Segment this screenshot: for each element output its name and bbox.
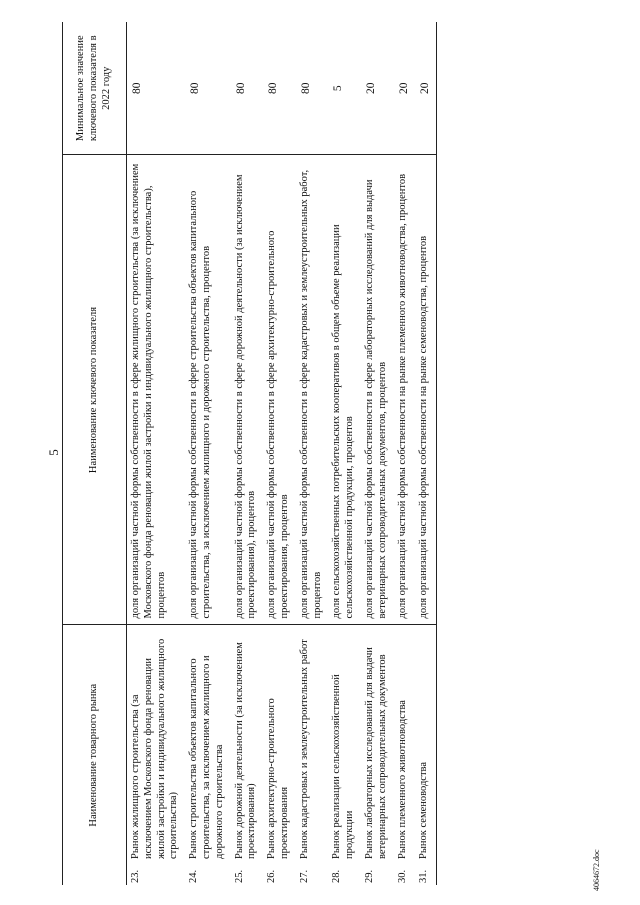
row-indicator-name: доля организаций частной формы собственности на рынке племенного животноводства, процентов — [394, 155, 415, 625]
row-indicator-name: доля организаций частной формы собственности в сфере лабораторных исследований для выдачи ветеринарных сопроводительных документов, процентов — [361, 155, 394, 625]
row-number: 28. — [331, 869, 343, 883]
key-indicators-table — [62, 22, 437, 885]
row-market-name: Рынок архитектурно-строительного проектирования — [263, 625, 296, 865]
document-reference: 4064672.doc — [592, 849, 601, 891]
header-market-name: Наименование товарного рынка — [63, 625, 127, 885]
table-row — [231, 22, 264, 885]
row-number: 29. — [363, 869, 375, 883]
row-market-name: Рынок лабораторных исследований для выдачи ветеринарных сопроводительных документов — [361, 625, 394, 865]
row-indicator-name: доля организаций частной формы собственности в сфере жилищного строительства (за исключением Московского фонда реновации жилой застройки и индивидуального жилищного строительства), процентов — [127, 155, 186, 625]
table-row — [394, 22, 415, 885]
row-min-value: 20 — [364, 82, 377, 94]
row-number: 24. — [188, 869, 200, 883]
row-number: 26. — [266, 869, 278, 883]
row-number: 27. — [298, 869, 310, 883]
table-row — [361, 22, 394, 885]
row-indicator-name: доля организаций частной формы собственности в сфере архитектурно-строительного проектирования, процентов — [263, 155, 296, 625]
row-market-name: Рынок строительства объектов капитального строительства, за исключением жилищного и дорожного строительства — [185, 625, 230, 865]
row-market-name: Рынок дорожной деятельности (за исключением проектирования) — [231, 625, 264, 865]
row-min-value: 80 — [234, 82, 247, 94]
table-row — [328, 22, 361, 885]
row-indicator-name: доля организаций частной формы собственности в сфере дорожной деятельности (за исключением проектирования), процентов — [231, 155, 264, 625]
row-number: 30. — [396, 869, 408, 883]
row-number: 25. — [233, 869, 245, 883]
row-indicator-name: доля организаций частной формы собственности в сфере строительства объектов капитального строительства, за исключением жилищного и дорожного строительства, процентов — [185, 155, 230, 625]
row-min-value: 80 — [267, 82, 280, 94]
row-market-name: Рынок жилищного строительства (за исключением Московского фонда реновации жилой застройки и индивидуального жилищного строительства) — [127, 625, 186, 865]
row-market-name: Рынок племенного животноводства — [394, 625, 415, 865]
table-header-row — [63, 22, 127, 885]
row-number: 31. — [415, 865, 437, 885]
table-row — [185, 22, 230, 885]
table-row — [415, 22, 437, 885]
row-indicator-name: доля организаций частной формы собственности на рынке семеноводства, процентов — [415, 155, 437, 625]
row-min-value: 80 — [299, 82, 312, 94]
row-market-name: Рынок реализации сельскохозяйственной продукции — [328, 625, 361, 865]
row-market-name: Рынок кадастровых и землеустроительных работ — [296, 625, 329, 865]
row-indicator-name: доля организаций частной формы собственности в сфере кадастровых и землеустроительных работ, процентов — [296, 155, 329, 625]
table-row — [127, 22, 186, 885]
row-min-value: 80 — [131, 82, 143, 94]
page-number: 5 — [46, 449, 61, 456]
table-row — [263, 22, 296, 885]
row-min-value: 80 — [189, 82, 202, 94]
row-min-value: 5 — [332, 85, 345, 92]
row-min-value: 20 — [397, 82, 410, 94]
header-indicator-name: Наименование ключевого показателя — [63, 155, 127, 625]
row-min-value: 20 — [415, 22, 437, 155]
row-market-name: Рынок семеноводства — [415, 625, 437, 865]
row-indicator-name: доля сельскохозяйственных потребительских кооперативов в общем объеме реализации сельскохозяйственной продукции, процентов — [328, 155, 361, 625]
table-row — [296, 22, 329, 885]
header-min-value-2022: Минимальное значение ключевого показателя в 2022 году — [63, 22, 127, 155]
row-number: 23. — [130, 869, 141, 883]
